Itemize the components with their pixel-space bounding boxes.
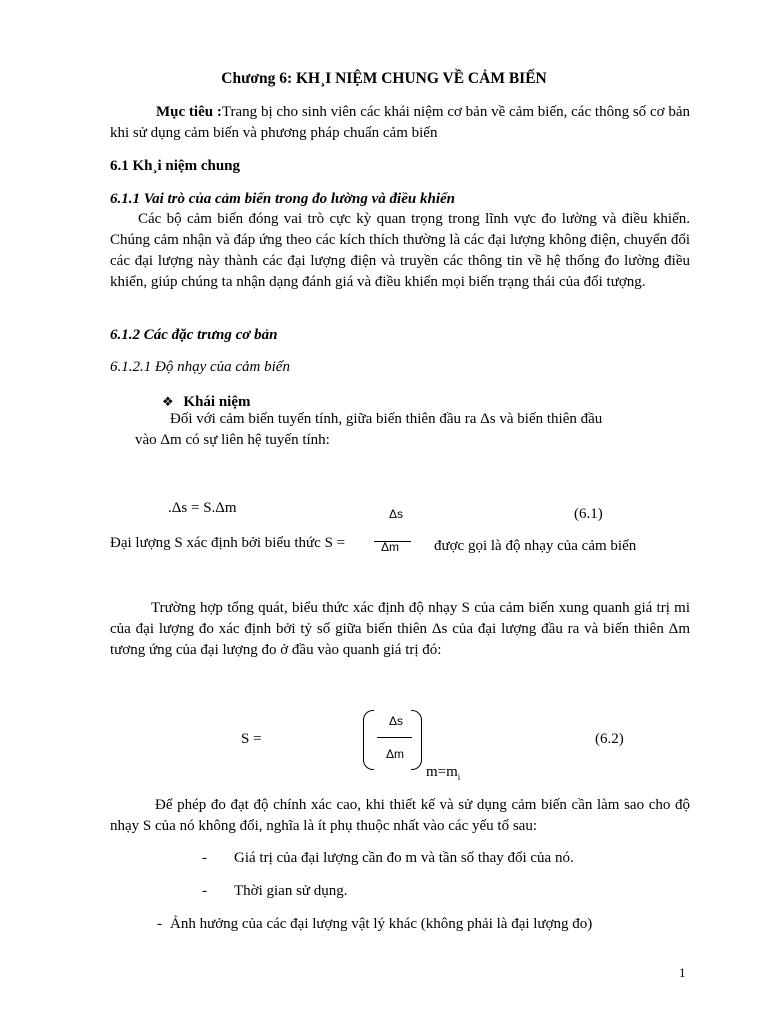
concept-line-2: vào Δm có sự liên hệ tuyến tính: bbox=[135, 432, 330, 448]
general-case-paragraph bbox=[110, 598, 690, 661]
section-6-1-2-heading: 6.1.2 Các đặc trưng cơ bản bbox=[110, 327, 278, 343]
diamond-bullet-icon: ❖ bbox=[162, 395, 174, 410]
role-text: Các bộ cảm biến đóng vai trò cực kỳ quan trọng trong lĩnh vực đo lường và điều khiển. Chúng cảm nhận và đáp ứng theo các kích thích thường là các đại lượng không điện, chuyển đổi các đại lượng này thành các đại lượng điện và truyền các thông tin về hệ thống đo lường điều khiển, giúp chúng ta nhận dạng đánh giá và điều khiển mọi biến trạng thái của đối tượng. bbox=[110, 211, 690, 290]
section-6-1-heading: 6.1 Kh¸i niệm chung bbox=[110, 158, 241, 174]
equation-6-1: .Δs = S.Δm bbox=[168, 500, 237, 516]
equation-6-2-fraction-bar bbox=[377, 737, 412, 738]
role-paragraph bbox=[110, 209, 690, 293]
objective-paragraph bbox=[110, 102, 690, 144]
factor-dash-2: - bbox=[202, 883, 207, 899]
factor-dash-1: - bbox=[202, 850, 207, 866]
sensitivity-definition-prefix: Đại lượng S xác định bởi biểu thức S = bbox=[110, 535, 346, 551]
sensitivity-definition-suffix: được gọi là độ nhạy của cảm biến bbox=[434, 538, 637, 554]
accuracy-paragraph bbox=[110, 795, 690, 837]
accuracy-text: Để phép đo đạt độ chính xác cao, khi thiết kế và sử dụng cảm biến cần làm sao cho độ nhạy S của nó không đổi, nghĩa là ít phụ thuộc nhất vào các yếu tố sau: bbox=[110, 797, 690, 834]
equation-6-1-numerator: Δs bbox=[389, 507, 404, 521]
equation-6-2-number: (6.2) bbox=[595, 731, 624, 747]
right-parenthesis bbox=[411, 710, 422, 770]
factor-item-2: Thời gian sử dụng. bbox=[234, 883, 348, 899]
equation-6-2-sub: m=m bbox=[426, 764, 458, 780]
factor-item-1: Giá trị của đại lượng cần đo m và tần số thay đổi của nó. bbox=[234, 850, 574, 866]
factor-dash-3: - bbox=[157, 916, 162, 932]
equation-6-2-numerator: Δs bbox=[389, 714, 404, 728]
section-6-1-2-1-heading: 6.1.2.1 Độ nhạy của cảm biến bbox=[110, 359, 290, 375]
chapter-title: Chương 6: KH¸I NIỆM CHUNG VỀ CẢM BIẾN bbox=[221, 70, 547, 87]
equation-6-2-evaluation bbox=[426, 764, 460, 782]
objective-label: Mục tiêu : bbox=[156, 104, 222, 120]
concept-heading: Khái niệm bbox=[183, 394, 251, 410]
page-number: 1 bbox=[679, 965, 686, 980]
sensitivity-denominator: Δm bbox=[381, 540, 400, 554]
equation-6-2-sub-index: i bbox=[457, 772, 461, 782]
equation-6-1-number: (6.1) bbox=[574, 506, 603, 522]
objective-text: Trang bị cho sinh viên các khái niệm cơ bản về cảm biến, các thông số cơ bản khi sử dụng cảm biến và phương pháp chuẩn cảm biến bbox=[110, 104, 690, 141]
equation-6-2-lhs: S = bbox=[241, 731, 262, 747]
concept-line-1: Đối với cảm biến tuyến tính, giữa biến thiên đầu ra Δs và biến thiên đầu bbox=[170, 411, 603, 427]
equation-6-2-denominator: Δm bbox=[386, 747, 405, 761]
factor-item-3: Ảnh hưởng của các đại lượng vật lý khác (không phải là đại lượng đo) bbox=[170, 916, 593, 932]
general-case-text: Trường hợp tổng quát, biểu thức xác định độ nhạy S của cảm biến xung quanh giá trị mi của đại lượng đo xác định bởi tỷ số giữa biến thiên Δs của đại lượng đầu ra và biến thiên Δm tương ứng của đại lượng đo ở đầu vào quanh giá trị đó: bbox=[110, 600, 690, 658]
concept-heading-row bbox=[162, 394, 251, 411]
section-6-1-1-heading: 6.1.1 Vai trò của cảm biến trong đo lường và điều khiển bbox=[110, 191, 455, 207]
left-parenthesis bbox=[363, 710, 374, 770]
